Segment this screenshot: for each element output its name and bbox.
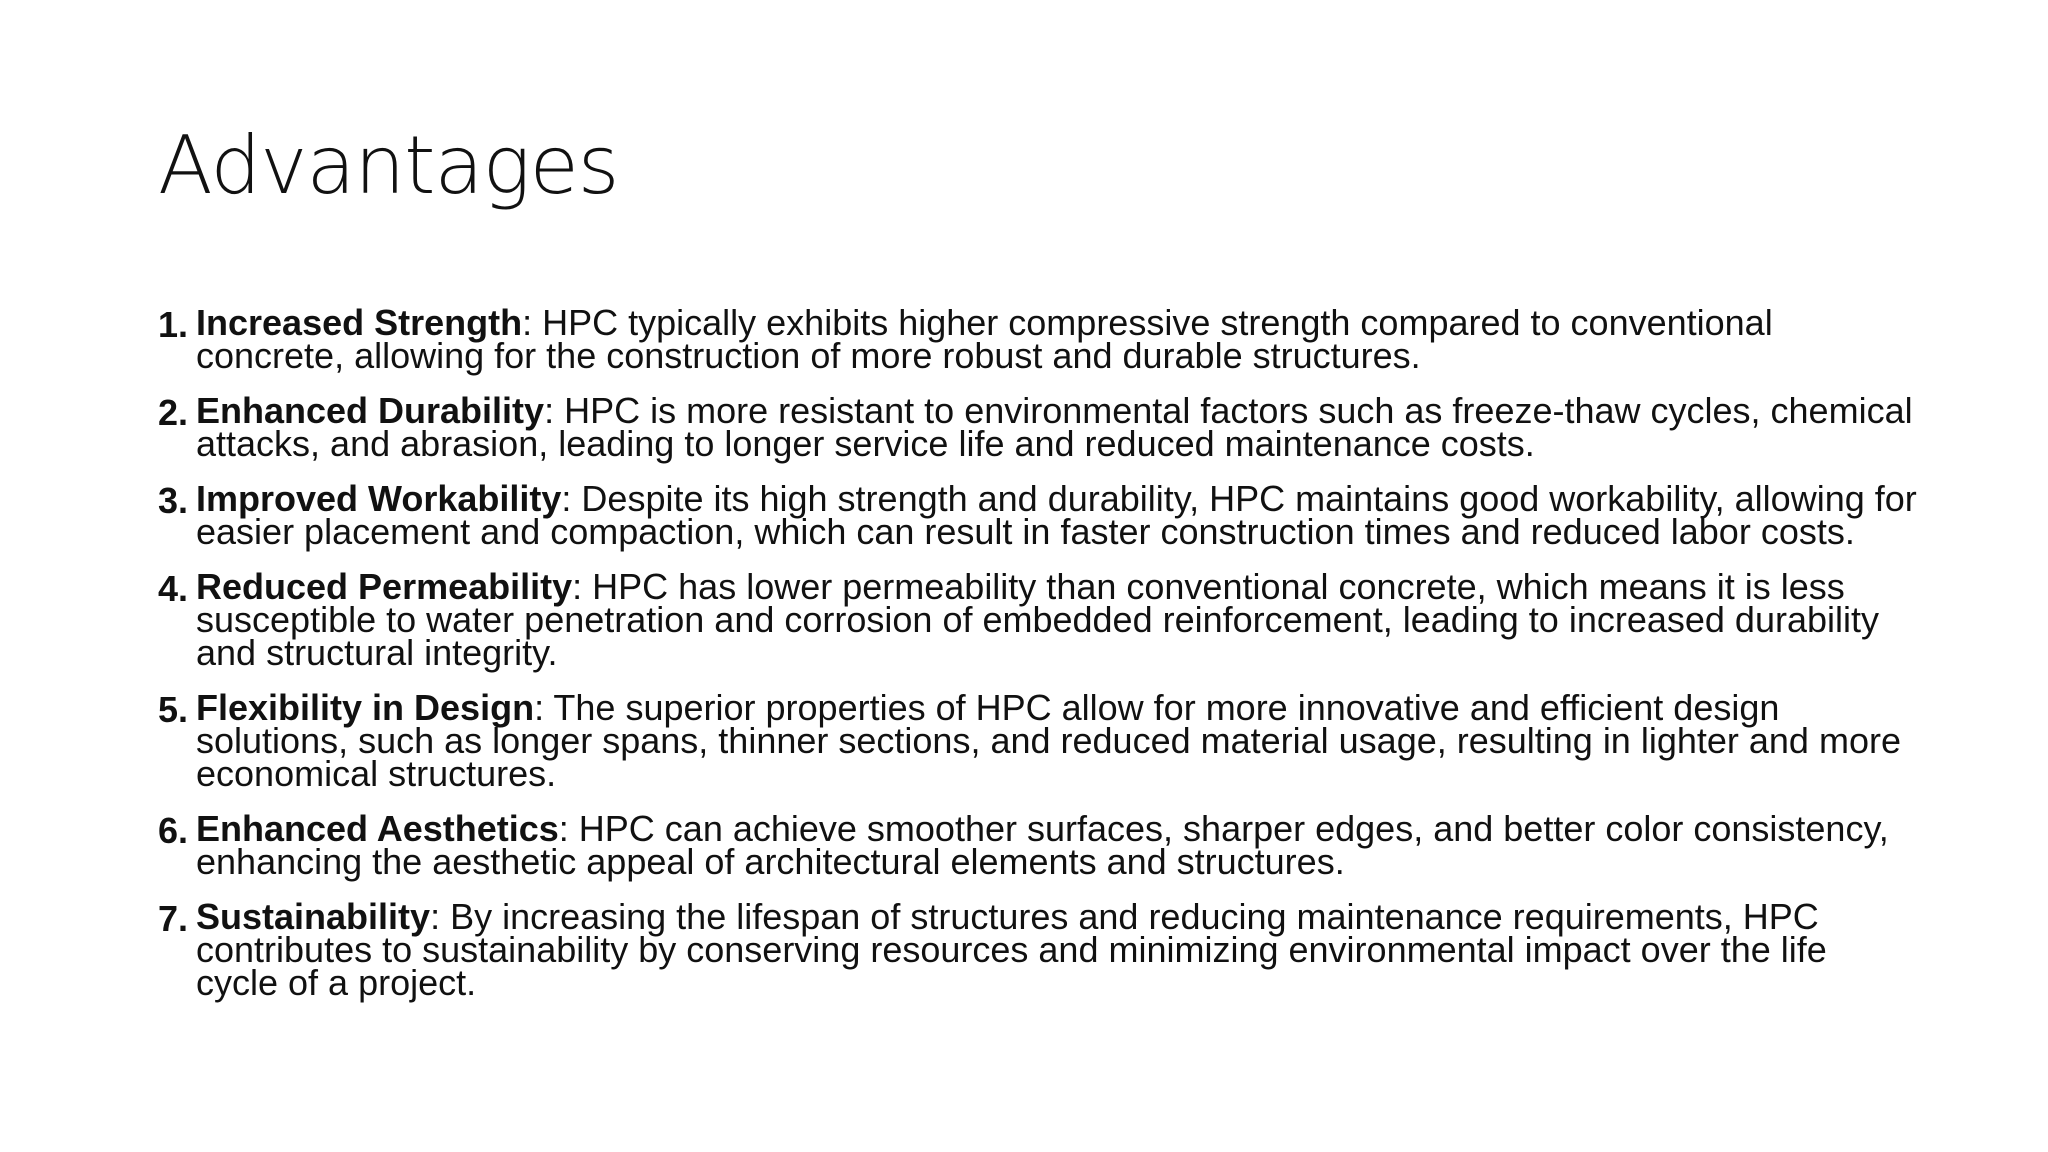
item-heading: Flexibility in Design <box>196 687 535 728</box>
item-text: : Despite its high strength and durability, HPC maintains good workability, allowing for easier placement and compaction, which can result in faster construction times and reduced labor costs. <box>196 478 1917 552</box>
item-text: : The superior properties of HPC allow for more innovative and efficient design solutions, such as longer spans, thinner sections, and reduced material usage, resulting in lighter and more economical structures. <box>196 687 1901 794</box>
item-number: 6. <box>158 810 189 851</box>
item-number: 5. <box>158 689 189 730</box>
item-heading: Improved Workability <box>196 478 562 519</box>
item-text: : HPC has lower permeability than conventional concrete, which means it is less susceptible to water penetration and corrosion of embedded reinforcement, leading to increased durability and structural integrity. <box>196 566 1879 673</box>
advantage-item-6 <box>158 808 1918 882</box>
advantage-item-7 <box>158 896 1918 1003</box>
advantage-item-2 <box>158 390 1918 464</box>
slide-title: Advantages <box>158 119 619 212</box>
item-number: 1. <box>158 304 189 345</box>
advantage-item-3 <box>158 478 1918 552</box>
advantage-item-5 <box>158 687 1918 794</box>
advantage-item-4 <box>158 566 1918 673</box>
item-number: 3. <box>158 480 189 521</box>
item-heading: Sustainability <box>196 896 431 937</box>
item-heading: Increased Strength <box>196 302 523 343</box>
item-text: : HPC is more resistant to environmental factors such as freeze-thaw cycles, chemical attacks, and abrasion, leading to longer service life and reduced maintenance costs. <box>196 390 1913 464</box>
item-text: : By increasing the lifespan of structures and reducing maintenance requirements, HPC contributes to sustainability by conserving resources and minimizing environmental impact over the life cycle of a project. <box>196 896 1827 1003</box>
item-text: : HPC typically exhibits higher compressive strength compared to conventional concrete, allowing for the construction of more robust and durable structures. <box>196 302 1773 376</box>
advantage-item-1 <box>158 302 1918 376</box>
item-text: : HPC can achieve smoother surfaces, sharper edges, and better color consistency, enhancing the aesthetic appeal of architectural elements and structures. <box>196 808 1889 882</box>
item-heading: Reduced Permeability <box>196 566 573 607</box>
item-number: 2. <box>158 392 189 433</box>
item-number: 4. <box>158 568 189 609</box>
advantages-list <box>158 302 1918 1021</box>
item-heading: Enhanced Durability <box>196 390 545 431</box>
item-heading: Enhanced Aesthetics <box>196 808 559 849</box>
item-number: 7. <box>158 898 189 939</box>
